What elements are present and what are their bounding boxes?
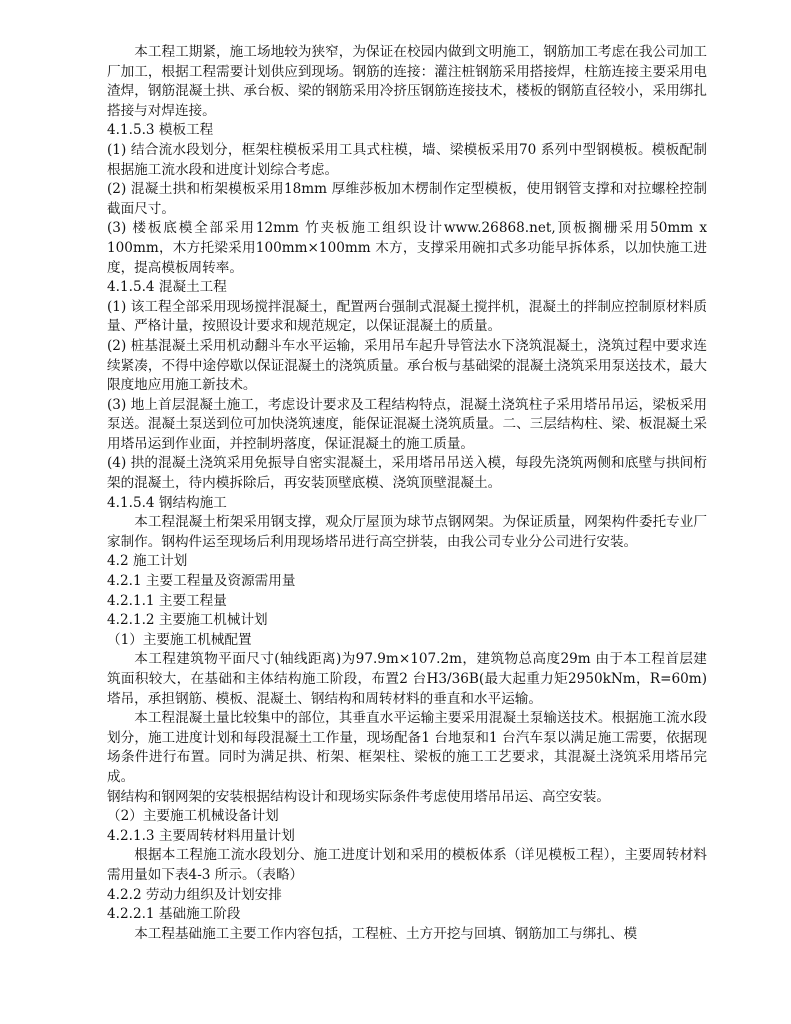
section-heading: （2）主要施工机械设备计划 [107, 808, 279, 825]
paragraph: (3) 地上首层混凝土施工，考虑设计要求及工程结构特点，混凝土浇筑柱子采用塔吊吊运，梁板采用泵送。混凝土泵送到位可加快浇筑速度，能保证混凝土浇筑质量。二、三层结构柱、梁、板混凝土采用塔吊运到作业面，并控制坍落度，保证混凝土的施工质量。 [107, 396, 707, 452]
section-heading: 4.1.5.3 模板工程 [107, 122, 214, 139]
section-heading: 4.2 施工计划 [107, 553, 188, 570]
paragraph: (1) 该工程全部采用现场搅拌混凝土，配置两台强制式混凝土搅拌机，混凝土的拌制应控制原材料质量、严格计量，按照设计要求和规范规定，以保证混凝土的质量。 [107, 298, 707, 335]
paragraph: (3) 楼板底模全部采用12mm 竹夹板施工组织设计www.26868.net,顶板搁栅采用50mm x 100mm，木方托梁采用100mm×100mm 木方，支撑采用碗扣式多功能早拆体系，以加快施工进度，提高模板周转率。 [107, 220, 707, 276]
paragraph: 本工程混凝土量比较集中的部位，其垂直水平运输主要采用混凝土泵输送技术。根据施工流水段划分，施工进度计划和每段混凝土工作量，现场配备1 台地泵和1 台汽车泵以满足施工需要，依据现场条件进行布置。同时为满足拱、桁架、框架柱、梁板的施工工艺要求，其混凝土浇筑采用塔吊完成。 [107, 710, 707, 785]
paragraph: 本工程基础施工主要工作内容包括，工程桩、土方开挖与回填、钢筋加工与绑扎、模 [134, 925, 638, 942]
section-heading: 4.2.1.1 主要工程量 [107, 592, 227, 609]
paragraph: 本工程混凝土桁架采用钢支撑，观众厅屋顶为球节点钢网架。为保证质量，网架构件委托专业厂家制作。钢构件运至现场后利用现场塔吊进行高空拼装，由我公司专业分公司进行安装。 [107, 514, 707, 550]
paragraph: (4) 拱的混凝土浇筑采用免振导自密实混凝土，采用塔吊吊送入模，每段先浇筑两侧和底壁与拱间桁架的混凝土，待内模拆除后，再安装顶壁底模、浇筑顶壁混凝土。 [107, 455, 707, 492]
paragraph: (2) 混凝土拱和桁架模板采用18mm 厚维莎板加木楞制作定型模板，使用钢管支撑和对拉螺栓控制截面尺寸。 [107, 181, 707, 217]
paragraph: (1) 结合流水段划分，框架柱模板采用工具式柱模，墙、梁模板采用70 系列中型钢模板。模板配制根据施工流水段和进度计划综合考虑。 [107, 141, 707, 178]
paragraph: 本工程建筑物平面尺寸(轴线距离)为97.9m×107.2m，建筑物总高度29m 由于本工程首层建筑面积较大，在基础和主体结构施工阶段，布置2 台H3/36B(最大起重力矩2950kNm，R=60m)塔吊，承担钢筋、模板、混凝土、钢结构和周转材料的垂直和水平运输。 [107, 651, 707, 707]
paragraph: 本工程工期紧，施工场地较为狭窄，为保证在校园内做到文明施工，钢筋加工考虑在我公司加工厂加工，根据工程需要计划供应到现场。钢筋的连接：灌注桩钢筋采用搭接焊，柱筋连接主要采用电渣焊，钢筋混凝土拱、承台板、梁的钢筋采用冷挤压钢筋连接技术，楼板的钢筋直径较小，采用绑扎搭接与对焊连接。 [107, 44, 707, 119]
section-heading: 4.2.1.3 主要周转材料用量计划 [107, 827, 295, 844]
document-page [107, 43, 707, 944]
section-heading: 4.2.2 劳动力组织及计划安排 [107, 886, 282, 903]
section-heading: （1）主要施工机械配置 [107, 631, 252, 648]
section-heading: 4.1.5.4 钢结构施工 [107, 494, 227, 511]
paragraph: 根据本工程施工流水段划分、施工进度计划和采用的模板体系（详见模板工程），主要周转材料需用量如下表4-3 所示。（表略） [107, 847, 707, 883]
section-heading: 4.2.1 主要工程量及资源需用量 [107, 573, 296, 590]
section-heading: 4.2.1.2 主要施工机械计划 [107, 612, 268, 629]
paragraph: 钢结构和钢网架的安装根据结构设计和现场实际条件考虑使用塔吊吊运、高空安装。 [107, 788, 610, 805]
section-heading: 4.1.5.4 混凝土工程 [107, 279, 227, 296]
section-heading: 4.2.2.1 基础施工阶段 [107, 906, 241, 923]
paragraph: (2) 桩基混凝土采用机动翻斗车水平运输，采用吊车起升导管法水下浇筑混凝土，浇筑过程中要求连续紧凑，不得中途停歇以保证混凝土的浇筑质量。承台板与基础梁的混凝土浇筑采用泵送技术，最大限度地应用施工新技术。 [107, 337, 707, 394]
